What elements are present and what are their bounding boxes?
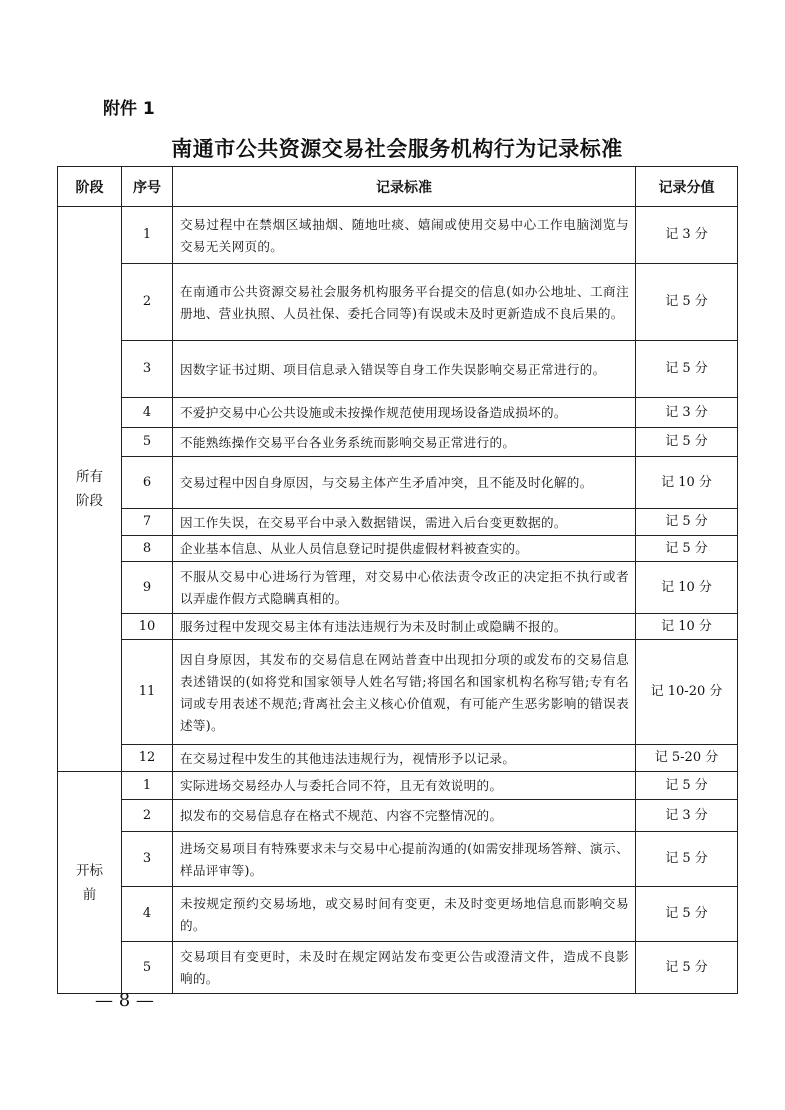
page-number: — 8 —: [95, 990, 154, 1011]
score-value: 记 5 分: [636, 772, 738, 800]
header-score: 记录分值: [636, 167, 738, 207]
score-value: 记 3 分: [636, 800, 738, 832]
score-value: 记 5 分: [636, 264, 738, 341]
table-row: [58, 640, 738, 745]
score-value: 记 5 分: [636, 942, 738, 994]
table-row: [58, 207, 738, 264]
standard-text: 未按规定预约交易场地，或交易时间有变更，未及时变更场地信息而影响交易的。: [173, 887, 636, 942]
table-header-row: [58, 167, 738, 207]
score-value: 记 5 分: [636, 341, 738, 398]
standard-text: 交易项目有变更时，未及时在规定网站发布变更公告或澄清文件，造成不良影响的。: [173, 942, 636, 994]
standard-text: 进场交易项目有特殊要求未与交易中心提前沟通的(如需安排现场答辩、演示、样品评审等)。: [173, 832, 636, 887]
row-number: 7: [122, 509, 173, 536]
table-row: [58, 341, 738, 398]
score-value: 记 5 分: [636, 428, 738, 457]
score-value: 记 5 分: [636, 536, 738, 562]
score-value: 记 10 分: [636, 562, 738, 614]
row-number: 3: [122, 832, 173, 887]
standard-text: 不服从交易中心进场行为管理，对交易中心依法责令改正的决定拒不执行或者以弄虚作假方式隐瞒真相的。: [173, 562, 636, 614]
table-row: [58, 745, 738, 772]
table-row: [58, 942, 738, 994]
row-number: 12: [122, 745, 173, 772]
score-value: 记 5 分: [636, 832, 738, 887]
standard-text: 拟发布的交易信息存在格式不规范、内容不完整情况的。: [173, 800, 636, 832]
stage-cell: 开标前: [58, 772, 122, 994]
header-no: 序号: [122, 167, 173, 207]
table-row: [58, 428, 738, 457]
attachment-label: 附件 1: [103, 99, 155, 119]
table-row: [58, 536, 738, 562]
standard-text: 交易过程中因自身原因，与交易主体产生矛盾冲突，且不能及时化解的。: [173, 457, 636, 509]
row-number: 4: [122, 887, 173, 942]
table-row: [58, 562, 738, 614]
table-row: [58, 887, 738, 942]
table-row: [58, 772, 738, 800]
score-value: 记 10 分: [636, 457, 738, 509]
table-row: [58, 800, 738, 832]
standard-text: 在南通市公共资源交易社会服务机构服务平台提交的信息(如办公地址、工商注册地、营业执照、人员社保、委托合同等)有误或未及时更新造成不良后果的。: [173, 264, 636, 341]
standard-text: 实际进场交易经办人与委托合同不符，且无有效说明的。: [173, 772, 636, 800]
standard-text: 因工作失误，在交易平台中录入数据错误，需进入后台变更数据的。: [173, 509, 636, 536]
standard-text: 企业基本信息、从业人员信息登记时提供虚假材料被查实的。: [173, 536, 636, 562]
score-value: 记 10 分: [636, 614, 738, 640]
row-number: 8: [122, 536, 173, 562]
standard-text: 服务过程中发现交易主体有违法违规行为未及时制止或隐瞒不报的。: [173, 614, 636, 640]
standard-text: 因数字证书过期、项目信息录入错误等自身工作失误影响交易正常进行的。: [173, 341, 636, 398]
row-number: 2: [122, 264, 173, 341]
header-stage: 阶段: [58, 167, 122, 207]
score-value: 记 10-20 分: [636, 640, 738, 745]
score-value: 记 5 分: [636, 509, 738, 536]
row-number: 3: [122, 341, 173, 398]
score-value: 记 5 分: [636, 887, 738, 942]
score-value: 记 3 分: [636, 398, 738, 428]
row-number: 5: [122, 428, 173, 457]
row-number: 9: [122, 562, 173, 614]
table-row: [58, 614, 738, 640]
row-number: 2: [122, 800, 173, 832]
score-value: 记 3 分: [636, 207, 738, 264]
table-row: [58, 457, 738, 509]
table-row: [58, 832, 738, 887]
row-number: 4: [122, 398, 173, 428]
row-number: 6: [122, 457, 173, 509]
standard-text: 在交易过程中发生的其他违法违规行为，视情形予以记录。: [173, 745, 636, 772]
standard-text: 不爱护交易中心公共设施或未按操作规范使用现场设备造成损坏的。: [173, 398, 636, 428]
row-number: 1: [122, 207, 173, 264]
standard-text: 交易过程中在禁烟区域抽烟、随地吐痰、嬉闹或使用交易中心工作电脑浏览与交易无关网页的。: [173, 207, 636, 264]
row-number: 1: [122, 772, 173, 800]
row-number: 10: [122, 614, 173, 640]
table-row: [58, 509, 738, 536]
table-row: [58, 264, 738, 341]
row-number: 5: [122, 942, 173, 994]
stage-cell: 所有阶段: [58, 207, 122, 772]
row-number: 11: [122, 640, 173, 745]
score-value: 记 5-20 分: [636, 745, 738, 772]
table-row: [58, 398, 738, 428]
standard-text: 因自身原因，其发布的交易信息在网站普查中出现扣分项的或发布的交易信息表述错误的(如将党和国家领导人姓名写错;将国名和国家机构名称写错;专有名词或专用表述不规范;背离社会主义核心价值观，有可能产生恶劣影响的错误表述等)。: [173, 640, 636, 745]
standard-text: 不能熟练操作交易平台各业务系统而影响交易正常进行的。: [173, 428, 636, 457]
record-standard-table: [57, 166, 738, 994]
header-standard: 记录标准: [173, 167, 636, 207]
document-title: 南通市公共资源交易社会服务机构行为记录标准: [171, 136, 623, 161]
